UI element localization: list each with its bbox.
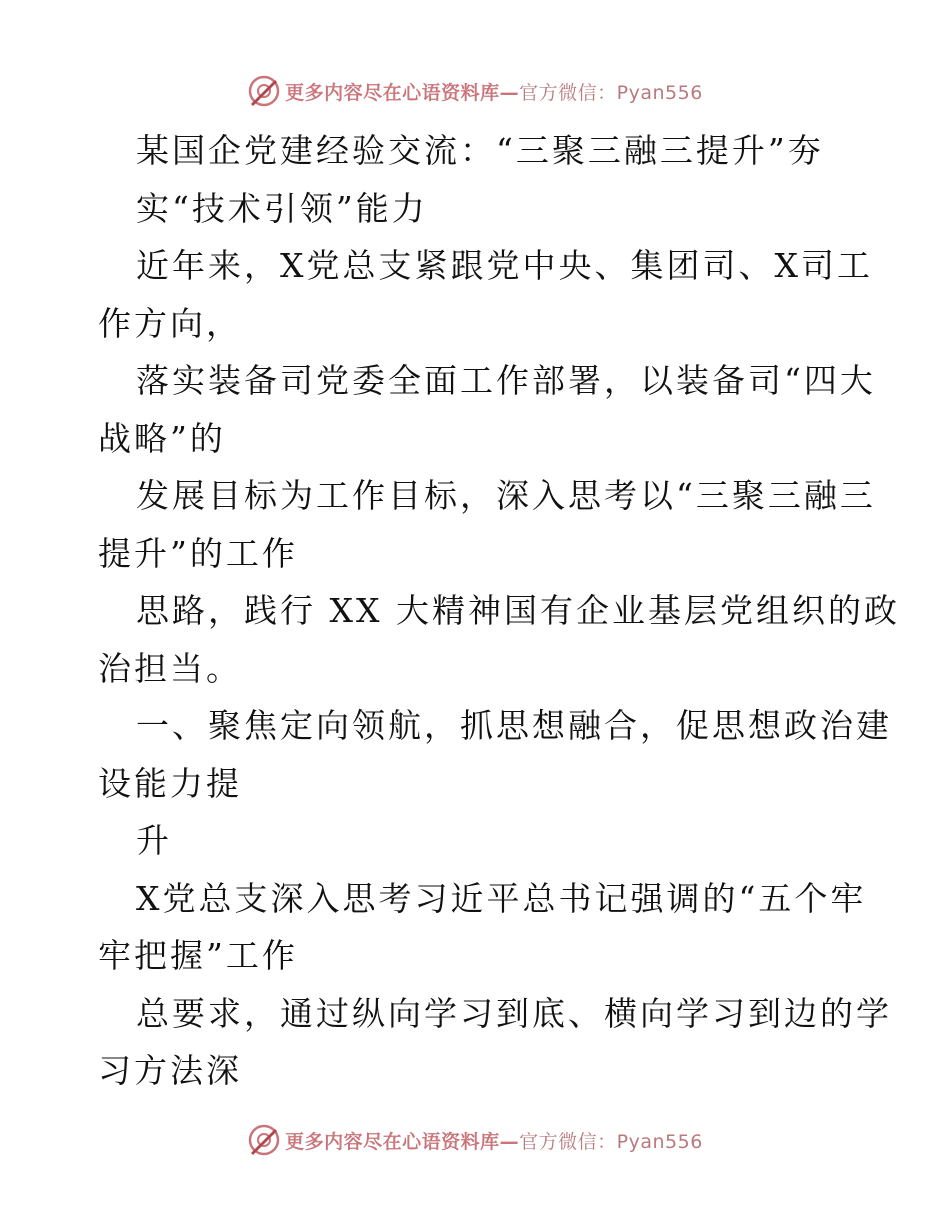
paragraph-line: 治担当。 xyxy=(98,648,242,688)
paragraph-line: 发展目标为工作目标，深入思考以“三聚三融三 xyxy=(136,476,876,515)
paragraph-line: 战略”的 xyxy=(98,418,226,458)
pen-logo-icon xyxy=(247,74,281,108)
paragraph-line: 总要求，通过纵向学习到底、横向学习到边的学 xyxy=(136,993,892,1033)
title-line-1: 某国企党建经验交流：“三聚三融三提升”夯 xyxy=(136,131,824,170)
footer-watermark xyxy=(0,1118,950,1162)
pen-logo-icon xyxy=(247,1123,281,1157)
paragraph-line: 提升”的工作 xyxy=(98,533,298,573)
header-watermark xyxy=(0,69,950,113)
paragraph-line: 落实装备司党委全面工作部署，以装备司“四大 xyxy=(136,361,876,400)
section-heading-line: 一、聚焦定向领航，抓思想融合，促思想政治建 xyxy=(136,706,892,745)
paragraph-line: 习方法深 xyxy=(98,1051,242,1090)
watermark-text: 更多内容尽在心语资料库—官方微信：Pyan556 xyxy=(285,1130,703,1153)
paragraph-line: 思路，践行 XX 大精神国有企业基层党组织的政 xyxy=(136,591,900,630)
title-line-2: 实“技术引领”能力 xyxy=(136,188,428,228)
section-heading-line: 设能力提 xyxy=(98,763,242,803)
section-heading-line: 升 xyxy=(136,821,172,860)
document-body xyxy=(98,122,900,1100)
watermark-text: 更多内容尽在心语资料库—官方微信：Pyan556 xyxy=(285,81,703,104)
paragraph-line: 作方向， xyxy=(98,303,242,343)
paragraph-line: 牢把握”工作 xyxy=(98,936,298,975)
paragraph-line: X党总支深入思考习近平总书记强调的“五个牢 xyxy=(136,878,867,918)
paragraph-line: 近年来，X党总支紧跟党中央、集团司、X司工 xyxy=(136,246,873,285)
